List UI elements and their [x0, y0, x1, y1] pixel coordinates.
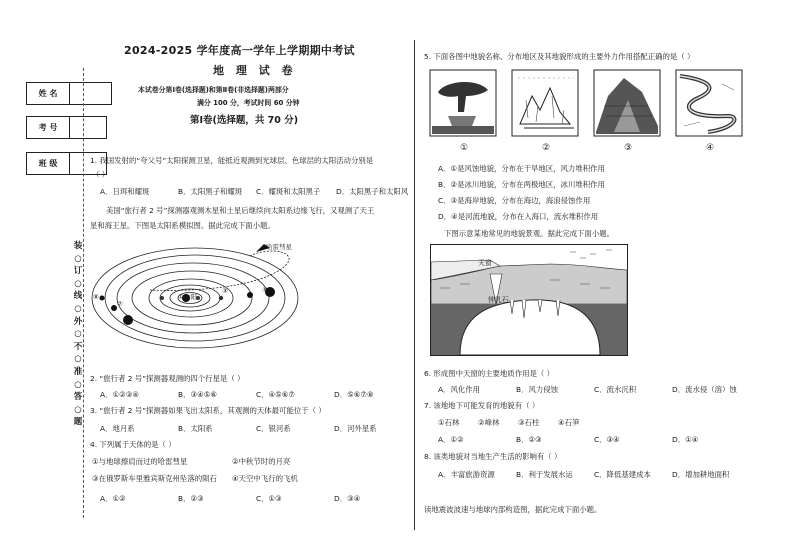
q1-option-b[interactable]: B．太阳黑子和耀斑: [178, 187, 243, 196]
q3-option-d[interactable]: D．河外星系: [334, 424, 377, 433]
q2-option-d[interactable]: D．⑤⑥⑦⑧: [334, 390, 374, 399]
stalactite-label: 钟乳石: [488, 296, 509, 304]
fig-label-3: ③: [624, 143, 633, 153]
column-divider: [414, 40, 415, 530]
sun-label: ①太阳: [178, 293, 197, 301]
passage3: 读地震波波速与地球内部构造图，据此完成下面小题。: [424, 505, 602, 514]
id-field[interactable]: [70, 117, 107, 139]
q5-option-b[interactable]: B．②是冰川地貌，分布在两极地区，冰川堆积作用: [438, 180, 605, 189]
q8-option-b[interactable]: B．利于发展水运: [516, 470, 573, 479]
exam-note-1: 本试卷分第Ⅰ卷(选择题)和第Ⅱ卷(非选择题)两部分: [138, 86, 289, 94]
planet-marker: [247, 292, 253, 298]
exam-note-2: 满分 100 分，考试时间 60 分钟: [197, 99, 300, 107]
q6-stem: 6. 形成图中天窗的主要地质作用是（ ）: [424, 369, 555, 378]
q1-option-d[interactable]: D．太阳黑子和太阳风: [336, 187, 409, 196]
exam-title: 2024-2025 学年度高一学年上学期期中考试: [124, 44, 355, 57]
subject-title: 地 理 试 卷: [213, 64, 297, 77]
glacier-figure: [512, 70, 578, 136]
id-label: 考 号: [27, 117, 70, 139]
q7-option-b[interactable]: B．②③: [516, 435, 542, 444]
planet-marker: [123, 315, 133, 325]
meander-figure: [676, 70, 742, 136]
q7-stem: 7. 该地地下可能发育的地貌有（ ）: [424, 401, 540, 410]
passage2: 下图示意某地常见的地貌景观。据此完成下面小题。: [444, 229, 614, 238]
q7-item-4: ④石笋: [558, 418, 580, 427]
q5-option-c[interactable]: C．③是海岸地貌，分布在海边，海浪侵蚀作用: [438, 196, 591, 205]
q6-option-a[interactable]: A．风化作用: [438, 385, 481, 394]
q4-option-a[interactable]: A．①②: [100, 494, 126, 503]
q2-option-a[interactable]: A．①②③④: [100, 390, 139, 399]
q3-option-a[interactable]: A．地月系: [100, 424, 135, 433]
name-field[interactable]: [70, 83, 112, 105]
q2-stem: 2. “旅行者 2 号”探测器观测的四个行星是（ ）: [90, 374, 245, 383]
planet-marker: [160, 296, 164, 300]
q4-option-c[interactable]: C．①③: [256, 494, 282, 503]
q3-stem: 3. “旅行者 2 号”探测器如果飞出太阳系，其观测的天体最可能位于（ ）: [90, 406, 326, 415]
q7-option-a[interactable]: A．①②: [438, 435, 464, 444]
q3-option-c[interactable]: C．银河系: [256, 424, 291, 433]
q2-option-c[interactable]: C．④⑤⑥⑦: [256, 390, 296, 399]
mushroom-rock-figure: [430, 70, 496, 136]
q1-blank: （ ）: [92, 170, 110, 179]
q7-item-2: ②峰林: [478, 418, 500, 427]
student-info-table: [26, 82, 112, 105]
q1-stem: 1. 我国发射的“夸父号”太阳探测卫星，能抵近观测到光球层、色球层的太阳活动分别是: [90, 156, 374, 165]
q1-option-a[interactable]: A．日珥和耀斑: [100, 187, 150, 196]
marker-8: ⑧: [93, 293, 99, 301]
q2-option-b[interactable]: B．③④⑤⑥: [178, 390, 217, 399]
q4-stem: 4. 下列属于天体的是（ ）: [90, 440, 176, 449]
section-title: 第Ⅰ卷(选择题，共 70 分): [190, 115, 299, 126]
marker-3: ③: [222, 287, 228, 295]
comet-label: 哈雷彗星: [266, 243, 292, 251]
canyon-figure: [594, 70, 660, 136]
marker-5: ⑤: [262, 286, 268, 294]
q7-item-3: ③石柱: [518, 418, 540, 427]
q7-item-1: ①石林: [438, 418, 460, 427]
landform-figures: [428, 66, 744, 140]
q8-option-c[interactable]: C．降低基建成本: [594, 470, 651, 479]
q8-option-d[interactable]: D．增加耕地面积: [672, 470, 730, 479]
q8-stem: 8. 该类地貌对当地生产生活的影响有（ ）: [424, 452, 562, 461]
passage1-line1: 美国“旅行者 2 号”探测器观测木星和土星后继续向太阳系边缘飞行，又观测了天王: [106, 206, 375, 215]
fig-label-1: ①: [460, 143, 469, 153]
q4-item-1: ①与地球擦肩而过的哈雷彗星: [92, 457, 188, 466]
q4-item-3: ③在俄罗斯车里雅宾斯克州坠落的陨石: [92, 474, 217, 483]
q3-option-b[interactable]: B．太阳系: [178, 424, 213, 433]
passage1-line2: 星和海王星。下图是太阳系模拟图。据此完成下面小题。: [90, 221, 275, 230]
karst-cave-figure: [430, 244, 628, 356]
class-label: 班 级: [27, 153, 70, 175]
skylight-label: 天窗: [478, 259, 492, 267]
fig-label-4: ④: [706, 143, 715, 153]
q7-option-c[interactable]: C．③④: [594, 435, 620, 444]
q7-option-d[interactable]: D．①④: [672, 435, 699, 444]
fig-label-2: ②: [542, 143, 551, 153]
q4-option-b[interactable]: B．②③: [178, 494, 204, 503]
q5-stem: 5. 下面各图中地貌名称、分布地区及其地貌形成的主要外力作用搭配正确的是（ ）: [424, 52, 695, 61]
q6-option-d[interactable]: D．流水侵（溶）蚀: [672, 385, 737, 394]
q5-option-d[interactable]: D．④是河流地貌，分布在入海口，流水堆积作用: [438, 212, 599, 221]
student-info-table-2: [26, 116, 107, 139]
q5-option-a[interactable]: A．①是风蚀地貌，分布在干旱地区，风力堆积作用: [438, 164, 605, 173]
q4-item-2: ②中秋节时的月亮: [232, 457, 291, 466]
solar-system-figure: [90, 232, 310, 370]
q1-option-c[interactable]: C．耀斑和太阳黑子: [256, 187, 321, 196]
planet-marker: [100, 296, 105, 301]
marker-7: ⑦: [117, 300, 123, 308]
planet-marker: [219, 296, 223, 300]
name-label: 姓 名: [27, 83, 70, 105]
q8-option-a[interactable]: A．丰富旅游资源: [438, 470, 495, 479]
q4-option-d[interactable]: D．③④: [334, 494, 361, 503]
q6-option-b[interactable]: B．风力侵蚀: [516, 385, 559, 394]
q6-option-c[interactable]: C．流水沉积: [594, 385, 637, 394]
q4-item-4: ④天空中飞行的飞机: [232, 474, 298, 483]
binding-warning: 装○订○线○外○不○准○答○题: [73, 241, 83, 428]
